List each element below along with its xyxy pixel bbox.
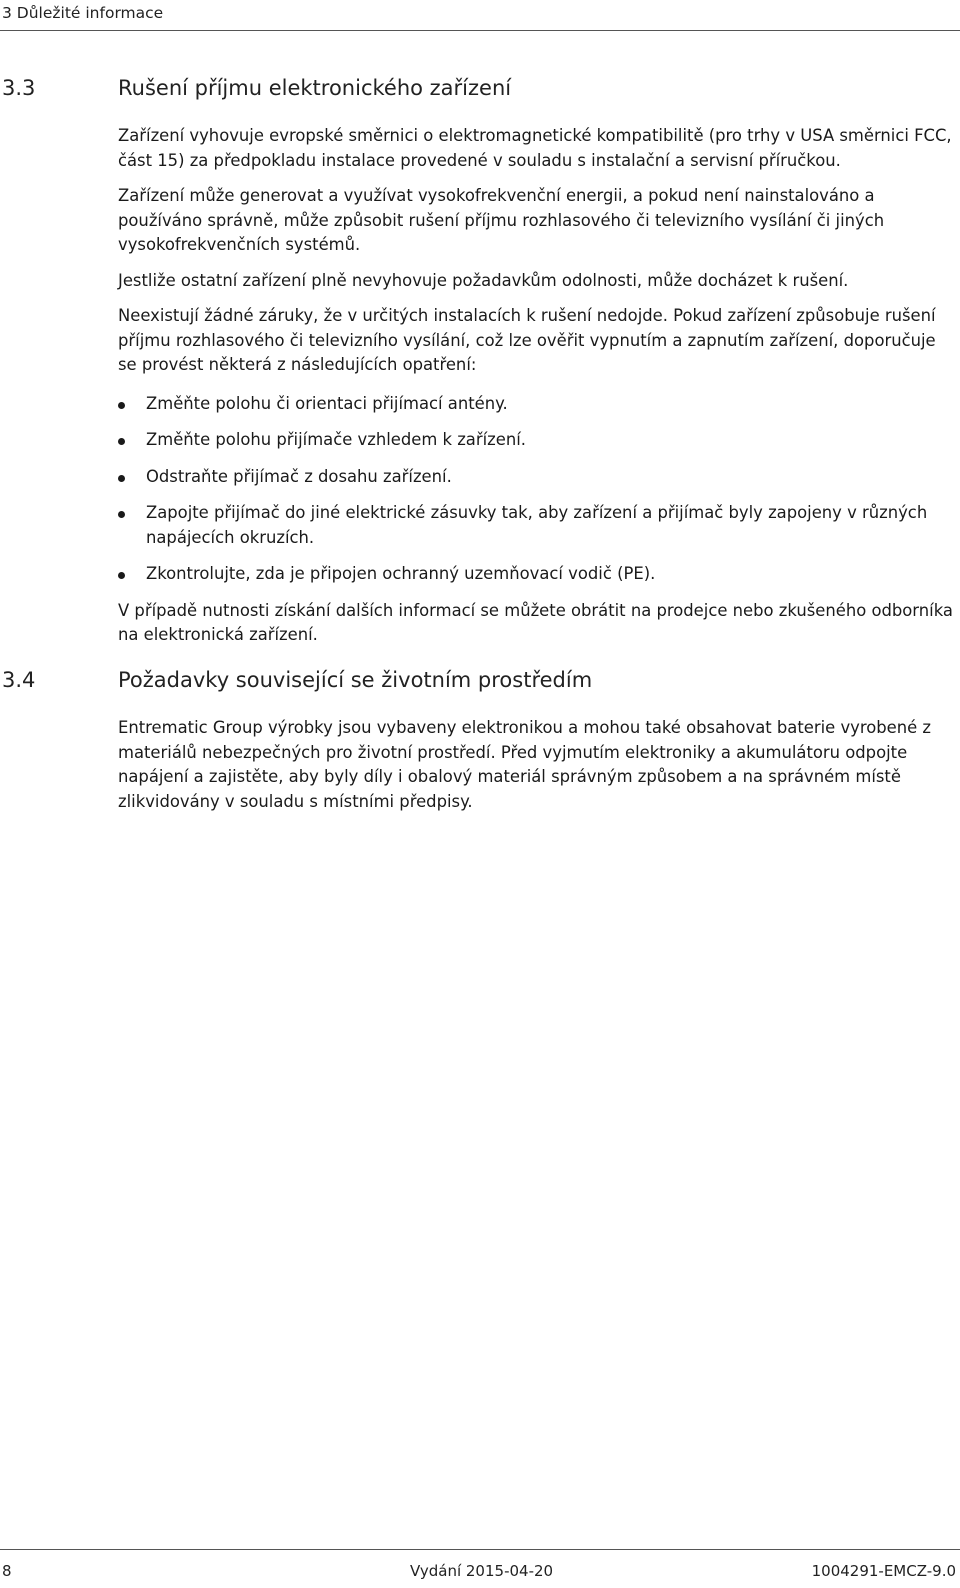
list-item: Změňte polohu přijímače vzhledem k zařízení. xyxy=(118,428,956,453)
page-number: 8 xyxy=(2,1562,12,1580)
paragraph: Entrematic Group výrobky jsou vybaveny elektronikou a mohou také obsahovat baterie vyrobené z materiálů nebezpečných pro životní prostředí. Před vyjmutím elektroniky a akumulátoru odpojte napájení a zajistěte, aby byly díly i obalový materiál správným způsobem a na správném místě zlikvidovány v souladu s místními předpisy. xyxy=(118,718,932,811)
paragraph: Zařízení vyhovuje evropské směrnici o elektromagnetické kompatibilitě (pro trhy v USA směrnici FCC, část 15) za předpokladu instalace provedené v souladu s instalační a servisní příručkou. xyxy=(118,126,952,170)
paragraph: Jestliže ostatní zařízení plně nevyhovuje požadavkům odolnosti, může docházet k rušení. xyxy=(118,270,849,290)
section-3-3-number: 3.3 xyxy=(2,76,36,100)
section-3-4-number: 3.4 xyxy=(2,668,36,692)
measures-list xyxy=(118,392,956,587)
document-id: 1004291-EMCZ-9.0 xyxy=(811,1562,956,1580)
section-3-3-title: Rušení příjmu elektronického zařízení xyxy=(118,76,512,100)
list-item: Odstraňte přijímač z dosahu zařízení. xyxy=(118,465,956,490)
header-divider xyxy=(0,30,960,31)
section-3-4-body xyxy=(118,716,956,814)
list-item: Změňte polohu či orientaci přijímací antény. xyxy=(118,392,956,417)
section-3-4-title: Požadavky související se životním prostředím xyxy=(118,668,593,692)
footer-divider xyxy=(0,1549,960,1550)
paragraph: V případě nutnosti získání dalších informací se můžete obrátit na prodejce nebo zkušeného odborníka na elektronická zařízení. xyxy=(118,600,953,644)
page-header xyxy=(0,0,960,34)
section-3-3-body xyxy=(118,124,956,648)
list-item: Zkontrolujte, zda je připojen ochranný uzemňovací vodič (PE). xyxy=(118,562,956,587)
running-header: 3 Důležité informace xyxy=(2,4,164,22)
list-item: Zapojte přijímač do jiné elektrické zásuvky tak, aby zařízení a přijímač byly zapojeny v různých napájecích okruzích. xyxy=(118,501,956,550)
paragraph: Neexistují žádné záruky, že v určitých instalacích k rušení nedojde. Pokud zařízení způsobuje rušení příjmu rozhlasového či televizního vysílání, což lze ověřit vypnutím a zapnutím zařízení, doporučuje se provést některá z následujících opatření: xyxy=(118,306,936,374)
edition-date: Vydání 2015-04-20 xyxy=(410,1562,554,1580)
paragraph: Zařízení může generovat a využívat vysokofrekvenční energii, a pokud není nainstalováno a používáno správně, může způsobit rušení příjmu rozhlasového či televizního vysílání či jiných vysokofrekvenčních systémů. xyxy=(118,186,885,254)
